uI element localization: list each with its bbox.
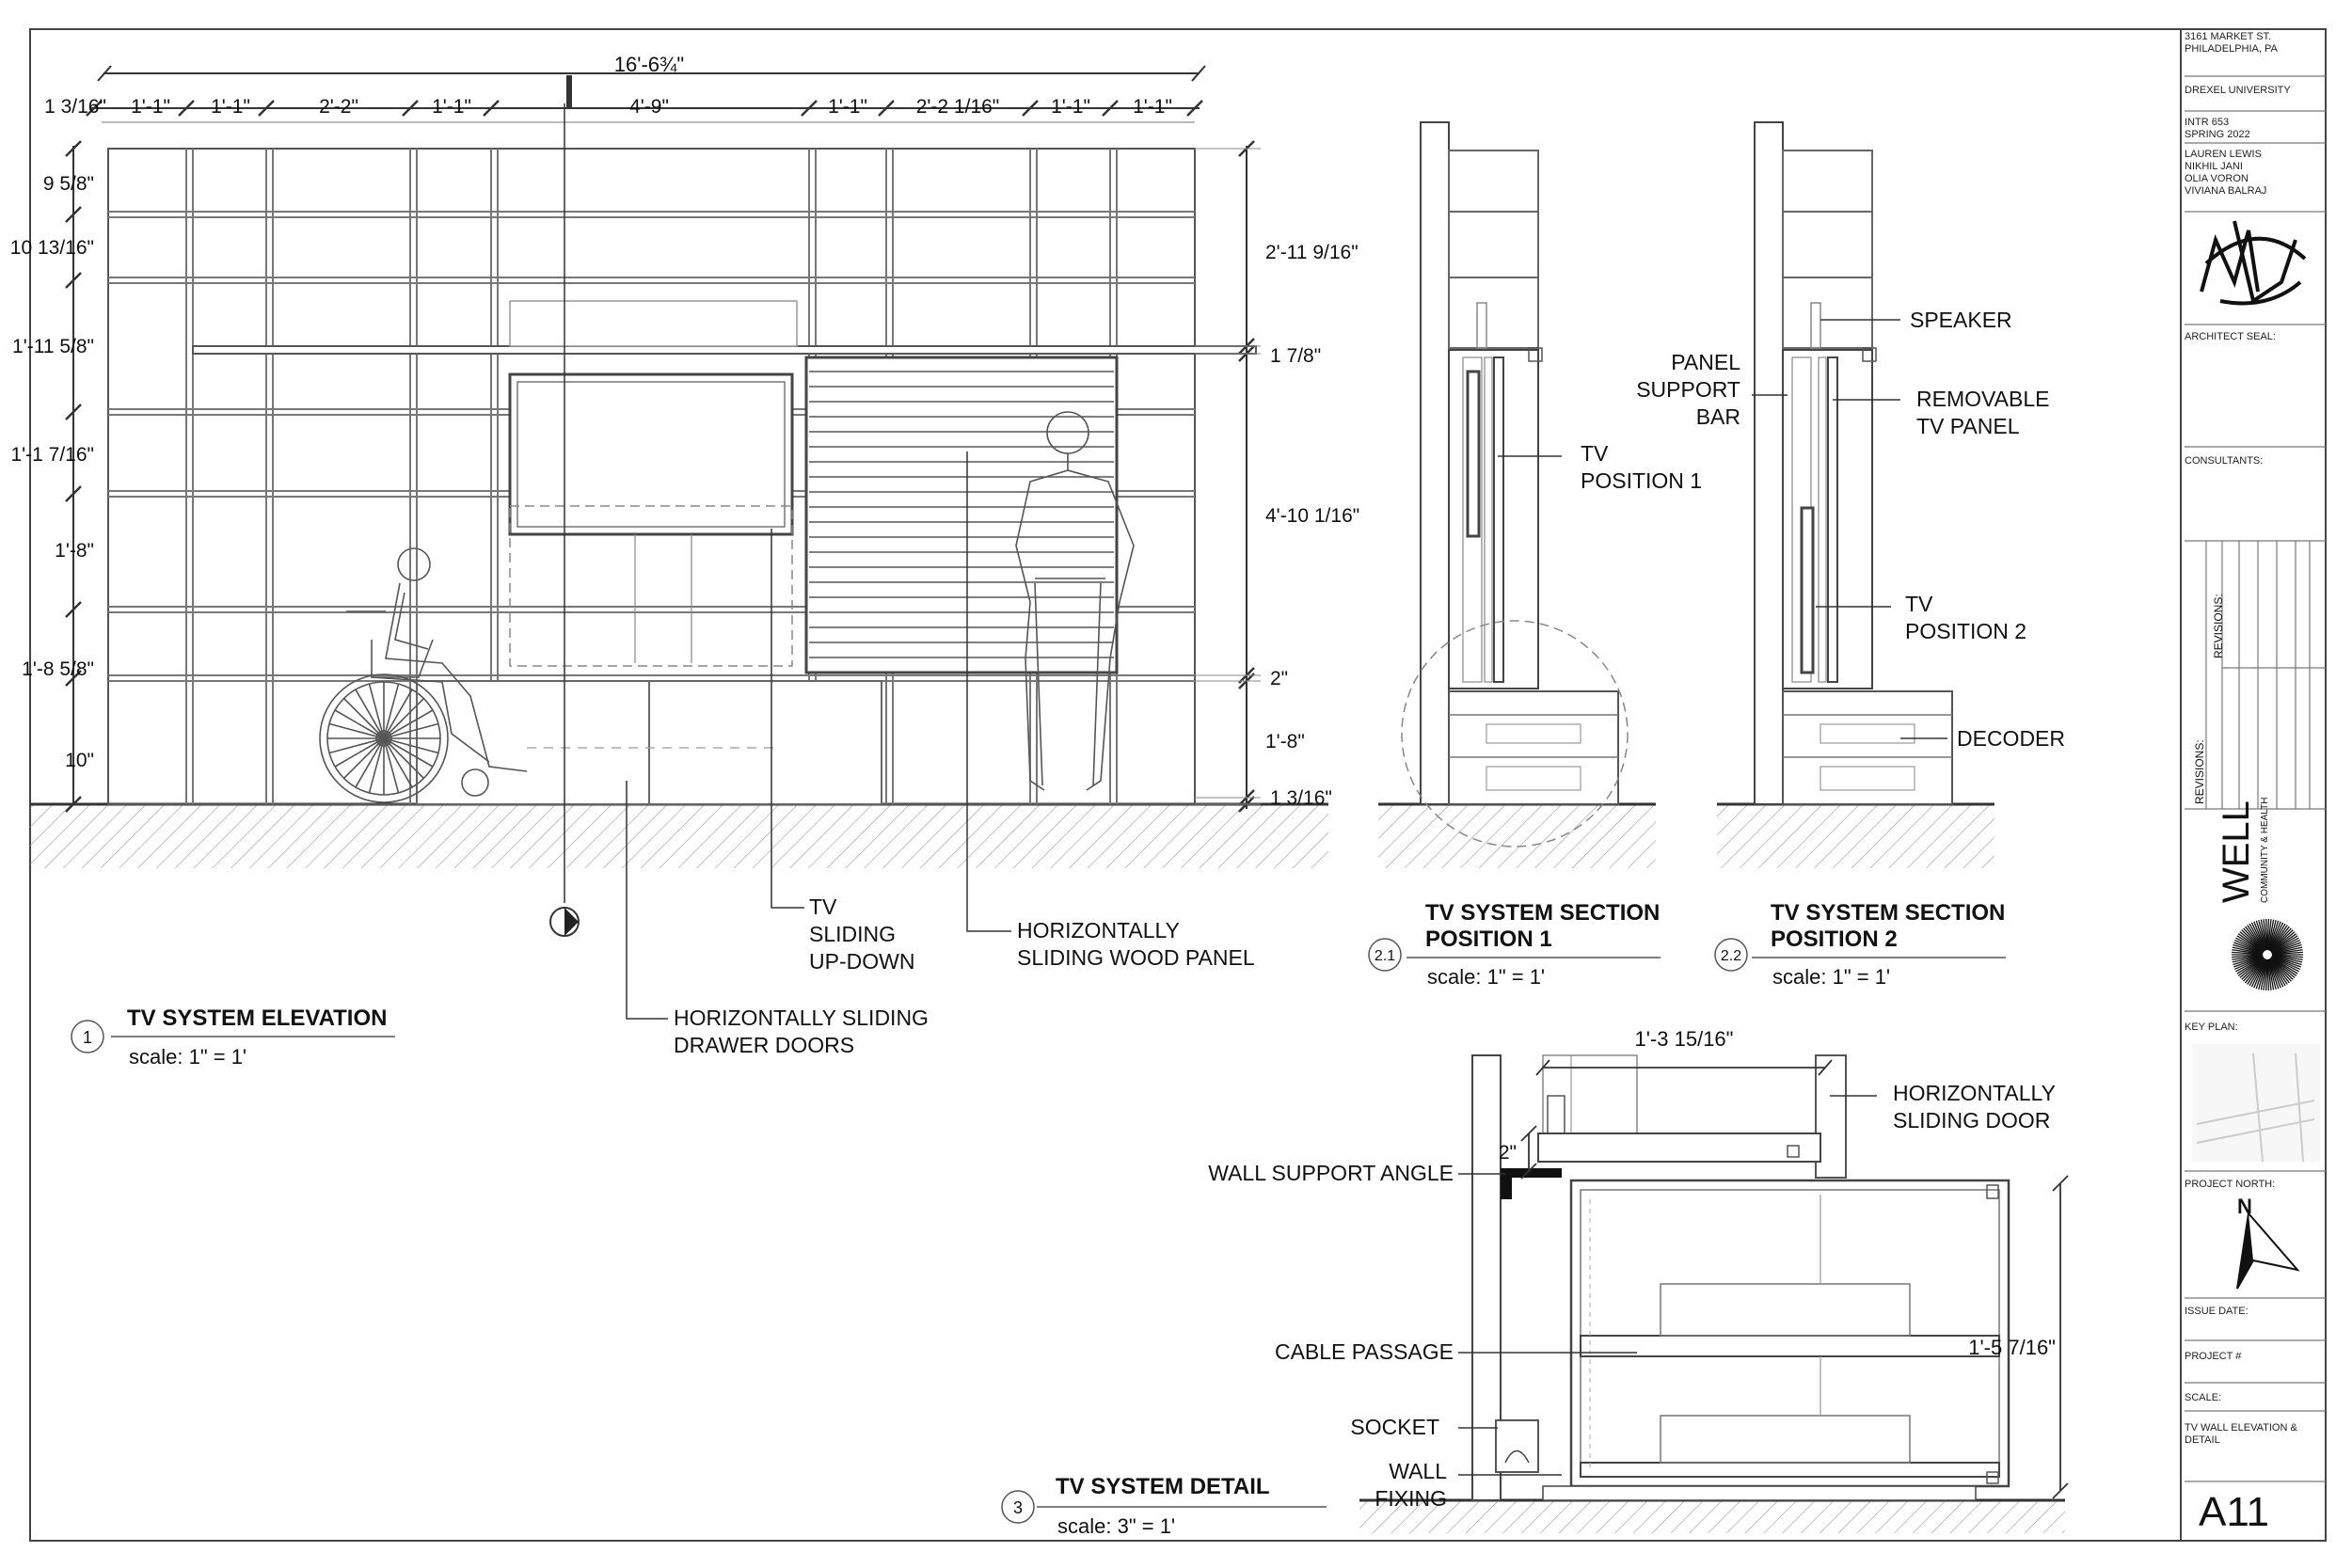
callout-tv-pos2-b: POSITION 2	[1905, 619, 2027, 643]
callout-sliding-door-b: SLIDING DOOR	[1893, 1108, 2051, 1132]
overall-dim-label: 16'-6¾"	[613, 53, 685, 76]
north-arrow-icon	[2237, 1195, 2297, 1289]
project-north-label: PROJECT NORTH:	[2185, 1179, 2276, 1190]
svg-text:UP-DOWN: UP-DOWN	[809, 949, 915, 974]
top-shelf	[1538, 1133, 1820, 1162]
section2-scale: scale: 1" = 1'	[1772, 965, 1891, 989]
left-dim-label: 9 5/8"	[42, 173, 94, 195]
callout-drawer-doors	[674, 1006, 929, 1057]
logo-monogram	[2201, 221, 2305, 304]
top-dim-label: 1'-1"	[1133, 96, 1172, 118]
section-marker-icon	[550, 908, 579, 936]
revisions-label-vertical: REVISIONS:	[2193, 739, 2206, 804]
svg-text:3: 3	[1012, 1498, 1024, 1517]
top-dim-label: 1'-1"	[432, 96, 471, 118]
right-dim-label: 1'-8"	[1265, 731, 1305, 752]
tv-position-1	[1468, 372, 1479, 536]
callout-wall-support: WALL SUPPORT ANGLE	[1208, 1161, 1454, 1185]
svg-text:2.1: 2.1	[1374, 948, 1396, 964]
callout-tv-pos2-a: TV	[1905, 592, 1933, 616]
callout-panel-bar-c: BAR	[1695, 404, 1740, 429]
callout-removable-a: REMOVABLE	[1916, 387, 2050, 411]
callout-wood-panel	[1017, 918, 1255, 970]
top-dimensions	[44, 96, 1202, 118]
section1-title-a: TV SYSTEM SECTION	[1425, 900, 1661, 926]
svg-text:HORIZONTALLY: HORIZONTALLY	[1017, 918, 1180, 942]
left-dim-label: 1'-1 7/16"	[10, 444, 94, 466]
sheet-title: TV WALL ELEVATION & DETAIL	[2185, 1422, 2297, 1446]
well-logo-icon	[2216, 798, 2303, 990]
scale-label: SCALE:	[2185, 1392, 2222, 1403]
ground-hatch	[30, 804, 1328, 868]
callout-tv-pos1-b: POSITION 1	[1581, 468, 1703, 493]
right-dim-label: 2"	[1270, 668, 1289, 689]
sliding-wood-panel	[806, 357, 1117, 673]
right-dim-label: 1 7/8"	[1270, 345, 1322, 367]
wall-support-angle	[1501, 1168, 1562, 1199]
panel-support-bar	[193, 346, 1256, 354]
svg-text:TV: TV	[809, 895, 837, 919]
team-members: LAUREN LEWIS NIKHIL JANI OLIA VORON VIVIANA BALRAJ	[2185, 149, 2267, 197]
drawer-box	[1571, 1180, 2009, 1486]
architect-seal: ARCHITECT SEAL:	[2185, 331, 2276, 342]
address: 3161 MARKET ST. PHILADELPHIA, PA	[2185, 31, 2278, 55]
svg-text:DRAWER DOORS: DRAWER DOORS	[674, 1033, 855, 1057]
issue-date: ISSUE DATE:	[2185, 1306, 2249, 1317]
detail-dim-right: 1'-5 7/16"	[1968, 1336, 2056, 1359]
callout-sliding-door-a: HORIZONTALLY	[1893, 1081, 2056, 1105]
left-dim-label: 1'-8"	[55, 540, 94, 562]
left-dim-label: 10 13/16"	[9, 237, 94, 259]
callout-speaker: SPEAKER	[1910, 308, 2012, 332]
tv-position-2	[1802, 508, 1813, 673]
detail-scale: scale: 3" = 1'	[1057, 1514, 1176, 1538]
callout-wall-fixing-a: WALL	[1389, 1459, 1447, 1483]
top-dim-label: 1'-1"	[131, 96, 170, 118]
tv-system-detail	[1002, 1027, 2068, 1538]
wall	[1421, 122, 1449, 804]
left-dim-label: 1'-11 5/8"	[12, 336, 94, 357]
svg-text:1: 1	[82, 1028, 93, 1047]
svg-text:SLIDING: SLIDING	[809, 922, 897, 946]
sheet-number: A11	[2199, 1489, 2270, 1535]
detail-dim-top: 1'-3 15/16"	[1634, 1027, 1734, 1051]
brand-name: WELL	[2216, 800, 2257, 903]
left-dimensions	[10, 141, 94, 812]
callout-panel-bar-a: PANEL	[1671, 350, 1740, 374]
left-dim-label: 10"	[65, 750, 94, 771]
tv-screen	[510, 374, 792, 534]
callout-removable-b: TV PANEL	[1916, 414, 2020, 438]
top-dim-label: 2'-2 1/16"	[915, 96, 1000, 118]
svg-text:SLIDING WOOD PANEL: SLIDING WOOD PANEL	[1017, 945, 1255, 970]
tv-upper-position	[510, 301, 797, 346]
callout-decoder: DECODER	[1957, 726, 2066, 751]
svg-text:N: N	[2237, 1195, 2252, 1218]
callout-cable: CABLE PASSAGE	[1274, 1339, 1454, 1364]
callout-tv-pos1-a: TV	[1581, 441, 1609, 466]
revisions-label-vertical-2: REVISIONS:	[2212, 594, 2225, 658]
callout-panel-bar-b: SUPPORT	[1636, 377, 1740, 402]
svg-text:HORIZONTALLY SLIDING: HORIZONTALLY SLIDING	[674, 1006, 929, 1030]
key-plan-map	[2192, 1044, 2320, 1162]
callout-socket: SOCKET	[1350, 1415, 1439, 1439]
top-dim-label: 1'-1"	[1051, 96, 1090, 118]
elevation-title	[72, 1006, 395, 1069]
consultants: CONSULTANTS:	[2185, 455, 2264, 467]
top-dim-label: 1'-1"	[828, 96, 867, 118]
right-dim-label: 2'-11 9/16"	[1265, 242, 1359, 263]
section1-title-b: POSITION 1	[1425, 927, 1552, 952]
right-dim-label: 4'-10 1/16"	[1265, 505, 1360, 527]
right-dim-label: 1 3/16"	[1270, 787, 1332, 809]
section2-title-b: POSITION 2	[1771, 927, 1898, 952]
callout-wall-fixing-b: FIXING	[1375, 1486, 1447, 1511]
callout-tv-sliding	[809, 895, 914, 974]
svg-text:scale: 1" = 1': scale: 1" = 1'	[129, 1045, 247, 1069]
section2-title-a: TV SYSTEM SECTION	[1771, 900, 2006, 926]
detail-title: TV SYSTEM DETAIL	[1056, 1474, 1270, 1499]
svg-text:2.2: 2.2	[1720, 948, 1742, 964]
top-dim-label: 4'-9"	[629, 96, 669, 118]
right-dimensions	[1195, 141, 1359, 812]
project-number: PROJECT #	[2185, 1351, 2242, 1362]
tv-system-section-1	[1369, 122, 1702, 989]
course: INTR 653 SPRING 2022	[2185, 117, 2250, 140]
brand-sub: COMMUNITY & HEALTH	[2260, 797, 2270, 903]
key-plan-label: KEY PLAN:	[2185, 1022, 2238, 1033]
tv-system-section-2	[1636, 122, 2065, 989]
tv-system-elevation	[10, 53, 1359, 1069]
decoder-cabinet	[1783, 691, 1952, 804]
top-dim-label: 1'-1"	[211, 96, 250, 118]
left-dim-label: 1'-8 5/8"	[22, 658, 94, 680]
section1-scale: scale: 1" = 1'	[1427, 965, 1546, 989]
top-dim-label: 1 3/16"	[44, 96, 106, 118]
university: DREXEL UNIVERSITY	[2185, 85, 2291, 96]
detail-dim-2: 2"	[1498, 1142, 1517, 1164]
top-dim-label: 2'-2"	[319, 96, 358, 118]
socket	[1496, 1420, 1538, 1472]
svg-text:TV SYSTEM ELEVATION: TV SYSTEM ELEVATION	[127, 1006, 388, 1031]
